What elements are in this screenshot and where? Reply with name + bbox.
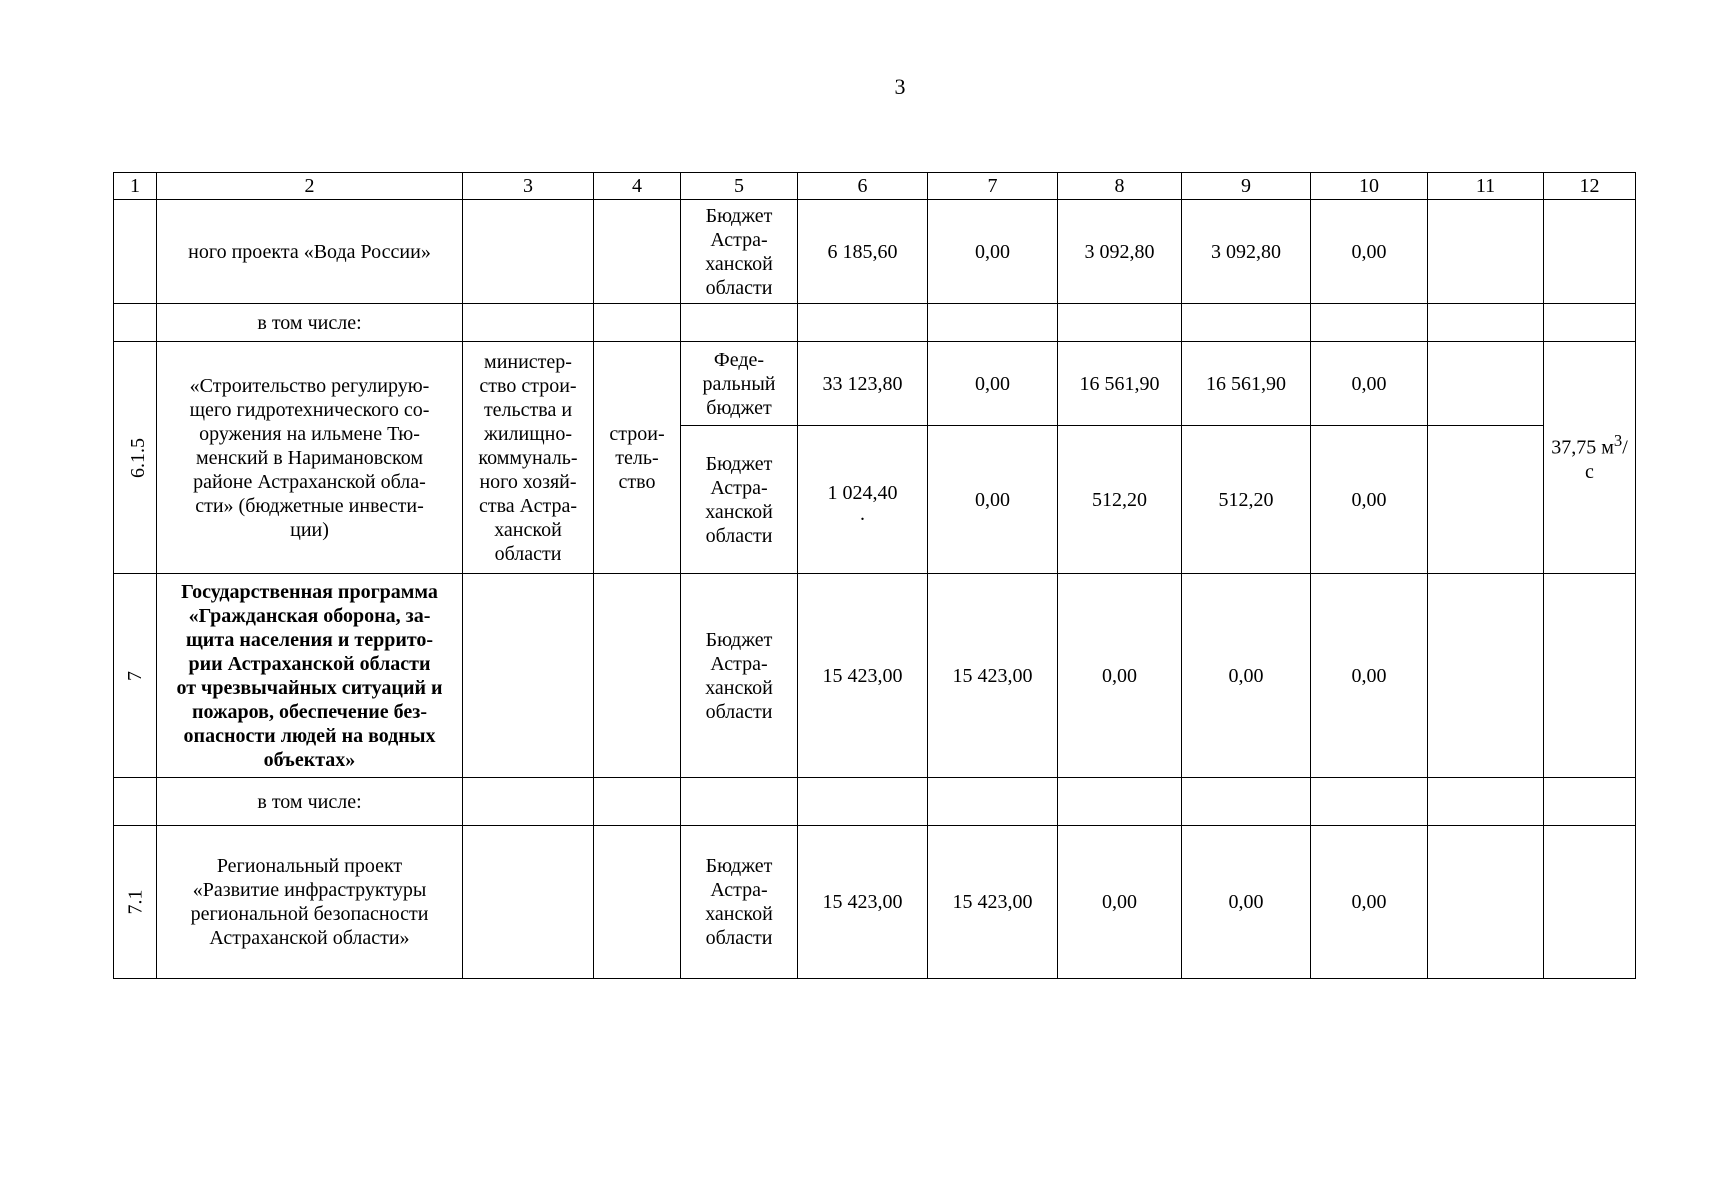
value-year-3: 16 561,90 — [1182, 342, 1311, 426]
funding-source: Бюджет Астра- ханской области — [681, 826, 798, 979]
value-year-2: 3 092,80 — [1058, 200, 1182, 304]
empty-cell — [928, 778, 1058, 826]
row-code: 6.1.5 — [127, 437, 149, 478]
col-header-8: 8 — [1058, 173, 1182, 200]
empty-cell — [594, 826, 681, 979]
value-total-cell — [798, 426, 928, 574]
value-total: 33 123,80 — [798, 342, 928, 426]
value-total: 6 185,60 — [798, 200, 928, 304]
col-header-3: 3 — [463, 173, 594, 200]
empty-cell — [463, 826, 594, 979]
col-header-2: 2 — [157, 173, 463, 200]
empty-cell — [1544, 304, 1636, 342]
col-header-10: 10 — [1311, 173, 1428, 200]
empty-cell — [681, 778, 798, 826]
empty-cell — [1182, 304, 1311, 342]
empty-cell — [1058, 778, 1182, 826]
row-description: Государственная программа «Гражданская оборона, за- щита населения и террито- рии Астраханской области от чрезвычайных ситуаций и пожаров, обеспечение без- опасности людей на водных объектах» — [157, 574, 463, 778]
result-cell — [1544, 200, 1636, 304]
value-year-4: 0,00 — [1311, 200, 1428, 304]
empty-cell — [798, 304, 928, 342]
empty-cell — [1428, 200, 1544, 304]
responsible-executor: министер- ство строи- тельства и жилищно- коммуналь- ного хозяй- ства Астра- ханской области — [463, 342, 594, 574]
empty-cell — [463, 778, 594, 826]
empty-cell — [928, 304, 1058, 342]
funding-source: Феде- ральный бюджет — [681, 342, 798, 426]
col-header-6: 6 — [798, 173, 928, 200]
empty-cell — [1428, 778, 1544, 826]
empty-cell — [1544, 826, 1636, 979]
row-code-cell — [114, 574, 157, 778]
result-unit: /с — [1585, 436, 1628, 483]
dot-mark: . — [860, 502, 865, 525]
empty-cell — [594, 574, 681, 778]
col-header-12: 12 — [1544, 173, 1636, 200]
value-year-4: 0,00 — [1311, 826, 1428, 979]
value-total: 1 024,40 — [827, 481, 898, 504]
value-year-2: 0,00 — [1058, 574, 1182, 778]
empty-cell — [463, 574, 594, 778]
result-value — [1544, 342, 1636, 574]
value-total: 15 423,00 — [798, 826, 928, 979]
funding-source: Бюджет Астра- ханской области — [681, 574, 798, 778]
empty-cell — [463, 304, 594, 342]
value-year-4: 0,00 — [1311, 426, 1428, 574]
empty-cell — [798, 778, 928, 826]
budget-table — [113, 172, 1636, 979]
col-header-4: 4 — [594, 173, 681, 200]
activity-type: строи- тель- ство — [594, 342, 681, 574]
value-year-2: 0,00 — [1058, 826, 1182, 979]
funding-source: Бюджет Астра- ханской области — [681, 200, 798, 304]
including-label: в том числе: — [157, 304, 463, 342]
result-superscript: 3 — [1613, 431, 1623, 451]
row-code — [114, 778, 157, 826]
table-row-7-1 — [114, 826, 1636, 979]
table-row-continuation — [114, 200, 1636, 304]
result-number: 37,75 м — [1551, 436, 1614, 459]
page-number: 3 — [894, 74, 906, 99]
row-description: «Строительство регулирую- щего гидротехнического со- оружения на ильмене Тю- менский в Наримановском районе Астраханской обла- сти» (бюджетные инвести- ции) — [157, 342, 463, 574]
table-row-including — [114, 304, 1636, 342]
empty-cell — [1428, 826, 1544, 979]
row-code-cell — [114, 826, 157, 979]
empty-cell — [1428, 304, 1544, 342]
value-year-4: 0,00 — [1311, 574, 1428, 778]
value-year-3: 512,20 — [1182, 426, 1311, 574]
value-year-1: 0,00 — [928, 426, 1058, 574]
col-header-7: 7 — [928, 173, 1058, 200]
empty-cell — [1058, 304, 1182, 342]
col-header-1: 1 — [114, 173, 157, 200]
value-year-3: 3 092,80 — [1182, 200, 1311, 304]
empty-cell — [594, 778, 681, 826]
empty-cell — [1428, 342, 1544, 426]
row-code — [114, 200, 157, 304]
responsible-cell — [463, 200, 594, 304]
col-header-5: 5 — [681, 173, 798, 200]
empty-cell — [1182, 778, 1311, 826]
table-row-including — [114, 778, 1636, 826]
col-header-11: 11 — [1428, 173, 1544, 200]
table-row-7 — [114, 574, 1636, 778]
value-year-3: 0,00 — [1182, 574, 1311, 778]
value-year-3: 0,00 — [1182, 826, 1311, 979]
value-year-1: 0,00 — [928, 342, 1058, 426]
row-description: ного проекта «Вода России» — [157, 200, 463, 304]
activity-cell — [594, 200, 681, 304]
empty-cell — [1311, 778, 1428, 826]
header-row — [114, 173, 1636, 200]
value-year-1: 0,00 — [928, 200, 1058, 304]
value-year-2: 512,20 — [1058, 426, 1182, 574]
empty-cell — [594, 304, 681, 342]
row-code: 7 — [124, 670, 146, 681]
empty-cell — [1544, 574, 1636, 778]
value-year-4: 0,00 — [1311, 342, 1428, 426]
empty-cell — [1311, 304, 1428, 342]
value-year-1: 15 423,00 — [928, 574, 1058, 778]
funding-source: Бюджет Астра- ханской области — [681, 426, 798, 574]
value-total: 15 423,00 — [798, 574, 928, 778]
value-year-2: 16 561,90 — [1058, 342, 1182, 426]
col-header-9: 9 — [1182, 173, 1311, 200]
table-row-6-1-5-federal — [114, 342, 1636, 426]
row-code — [114, 304, 157, 342]
row-code-cell — [114, 342, 157, 574]
including-label: в том числе: — [157, 778, 463, 826]
empty-cell — [1428, 426, 1544, 574]
empty-cell — [1544, 778, 1636, 826]
row-description: Региональный проект «Развитие инфраструктуры региональной безопасности Астраханской области» — [157, 826, 463, 979]
empty-cell — [681, 304, 798, 342]
empty-cell — [1428, 574, 1544, 778]
row-code: 7.1 — [124, 889, 146, 915]
value-year-1: 15 423,00 — [928, 826, 1058, 979]
